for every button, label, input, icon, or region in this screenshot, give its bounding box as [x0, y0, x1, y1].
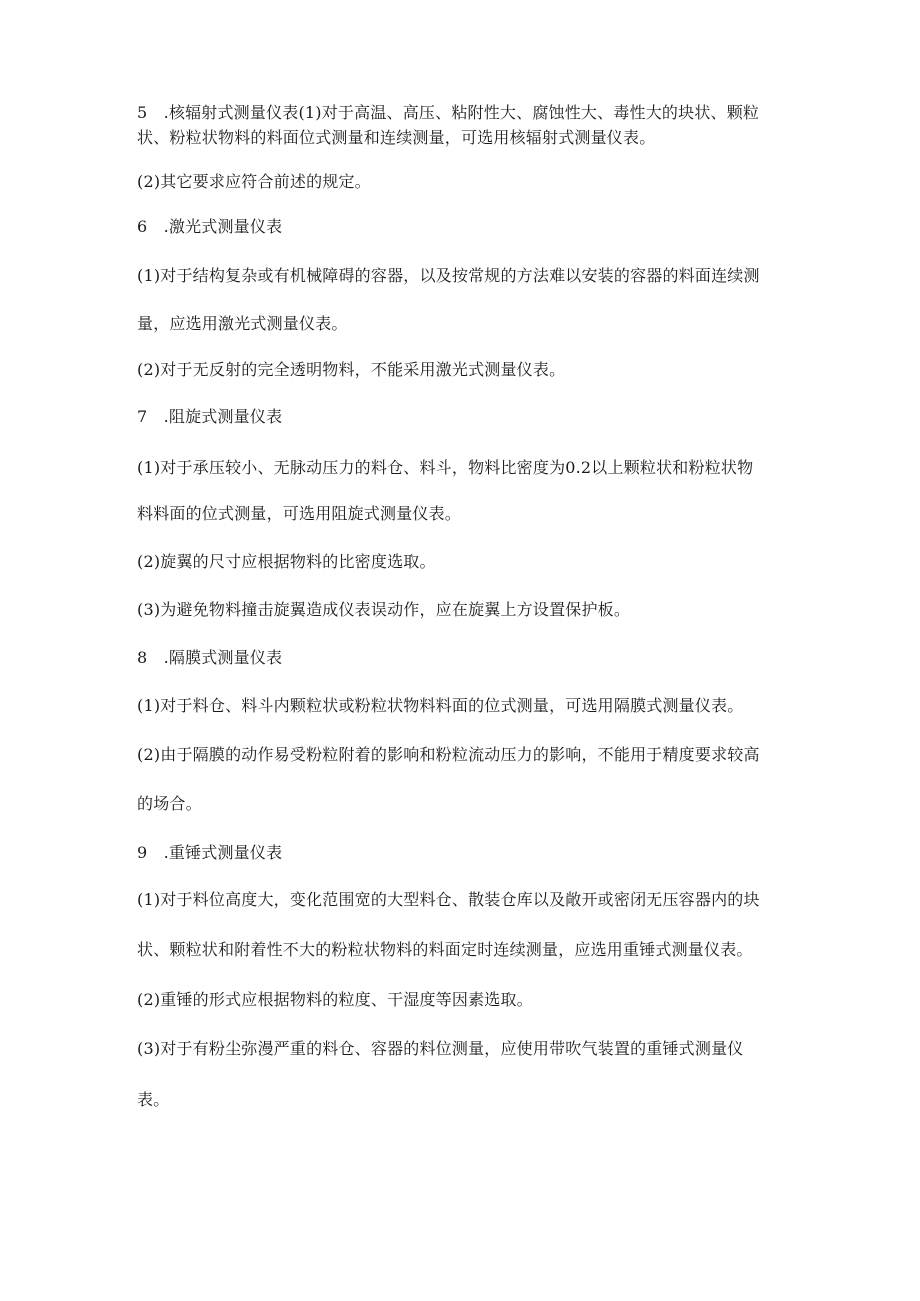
section-9-item-1-line-2: 状、颗粒状和附着性不大的粉粒状物料的料面定时连续测量，应选用重锤式测量仪表。 — [137, 940, 753, 959]
section-8-item-2-line-1: (2)由于隔膜的动作易受粉粒附着的影响和粉粒流动压力的影响，不能用于精度要求较高 — [137, 745, 760, 764]
section-9-item-1-line-1: (1)对于料位高度大，变化范围宽的大型料仓、散装仓库以及敞开或密闭无压容器内的块 — [137, 890, 760, 909]
section-6-item-2: (2)对于无反射的完全透明物料，不能采用激光式测量仪表。 — [137, 360, 566, 379]
section-7-item-2: (2)旋翼的尺寸应根据物料的比密度选取。 — [137, 552, 436, 571]
section-6-item-1-line-1: (1)对于结构复杂或有机械障碍的容器，以及按常规的方法难以安装的容器的料面连续测 — [137, 266, 760, 285]
section-5-continuation-line: 状、粉粒状物料的料面位式测量和连续测量，可选用核辐射式测量仪表。 — [137, 128, 656, 147]
section-9-item-3-line-2: 表。 — [137, 1090, 170, 1109]
section-9-item-2: (2)重锤的形式应根据物料的粒度、干湿度等因素选取。 — [137, 990, 533, 1009]
section-5-heading-line: 5 .核辐射式测量仪表(1)对于高温、高压、粘附性大、腐蚀性大、毒性大的块状、颗粒 — [137, 103, 760, 122]
section-5-item-2: (2)其它要求应符合前述的规定。 — [137, 172, 371, 191]
section-8-heading: 8 .隔膜式测量仪表 — [137, 648, 283, 667]
section-8-item-2-line-2: 的场合。 — [137, 794, 202, 813]
section-6-item-1-line-2: 量，应选用激光式测量仪表。 — [137, 314, 348, 333]
section-7-heading: 7 .阻旋式测量仪表 — [137, 407, 283, 426]
section-9-heading: 9 .重锤式测量仪表 — [137, 843, 283, 862]
section-6-heading: 6 .激光式测量仪表 — [137, 217, 283, 236]
section-7-item-3: (3)为避免物料撞击旋翼造成仪表误动作，应在旋翼上方设置保护板。 — [137, 600, 631, 619]
section-8-item-1: (1)对于料仓、料斗内颗粒状或粉粒状物料料面的位式测量，可选用隔膜式测量仪表。 — [137, 696, 744, 715]
section-9-item-3-line-1: (3)对于有粉尘弥漫严重的料仓、容器的料位测量，应使用带吹气装置的重锤式测量仪 — [137, 1039, 744, 1058]
section-7-item-1-line-1: (1)对于承压较小、无脉动压力的料仓、料斗，物料比密度为0.2以上颗粒状和粉粒状物 — [137, 458, 754, 477]
section-7-item-1-line-2: 料料面的位式测量，可选用阻旋式测量仪表。 — [137, 504, 462, 523]
